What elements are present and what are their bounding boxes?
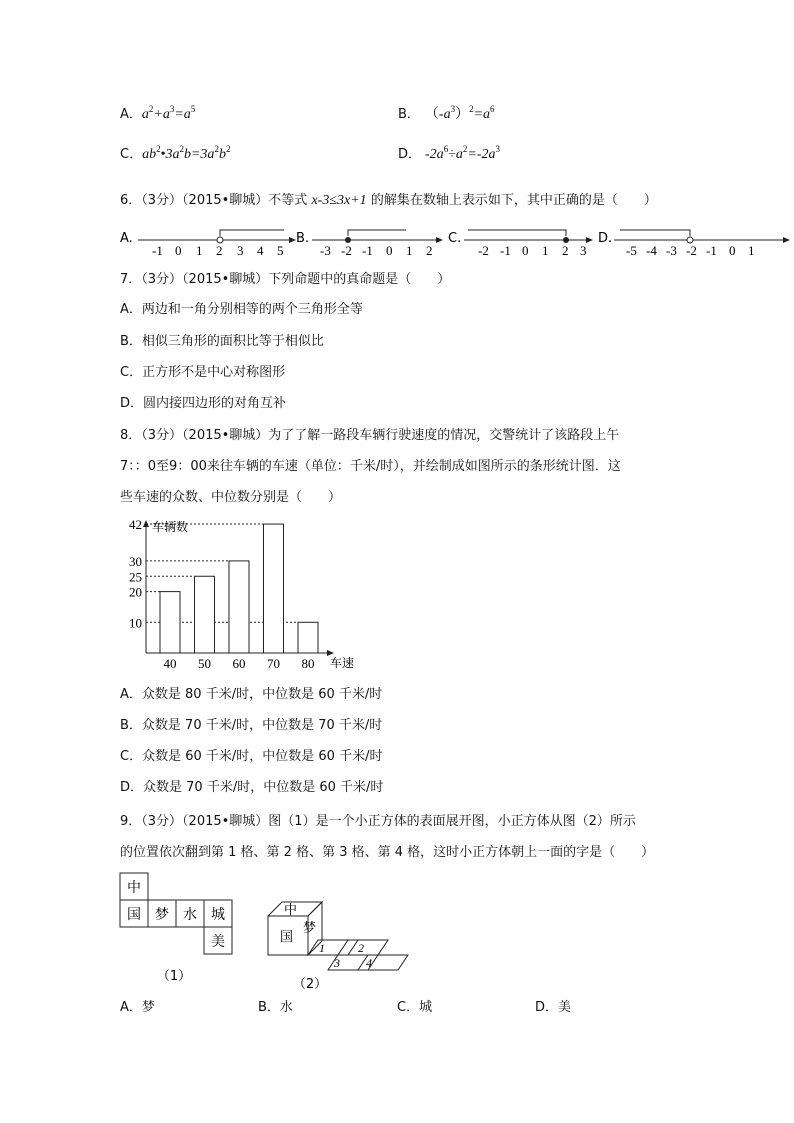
fig1-caption: （1） [156,969,192,984]
q7-option-a[interactable]: A．两边和一角分别相等的两个三角形全等 [120,302,363,317]
speed-bar-chart [118,517,368,675]
q8-option-b[interactable]: B．众数是 70 千米/时，中位数是 70 千米/时 [120,718,383,733]
q6-b-arrow [436,237,443,243]
q6-stem-math: x-3≤3x+1 [311,193,367,208]
fig2-caption: （2） [292,977,328,992]
q6-b-tick: 1 [406,243,413,258]
q6-b-solution-bracket [348,230,406,236]
q6-option-b[interactable] [296,230,443,258]
q5-a-expr: $a^2+a^3=a^5$ [141,104,196,122]
x-axis-label: 车速 [330,656,355,670]
q6-a-tick: 1 [196,243,203,258]
q9-option-c[interactable]: C．城 [397,1000,433,1015]
y-tick-label: 30 [129,553,142,569]
q6-d-label: D. [598,231,613,246]
q6-d-tick: -4 [646,243,657,258]
q5-option-a[interactable] [120,104,196,123]
y-axis-label: 车辆数 [152,520,189,534]
q9-stem-line1: 9．（3分）（2015•聊城）图（1）是一个小正方体的表面展开图，小正方体从图（2）所示 [120,814,636,829]
q6-d-arrow [783,237,790,243]
cube-front-char: 国 [280,929,294,944]
q6-option-c[interactable] [448,230,593,258]
x-tick-label: 80 [301,656,315,671]
bar [195,576,215,653]
q9-option-d[interactable]: D．美 [535,1000,572,1015]
grid-num: 2 [358,941,364,955]
q6-a-tick: 5 [277,243,284,258]
y-tick-label: 42 [129,517,142,533]
q6-d-tick: -1 [706,243,717,258]
q6-d-tick: -3 [666,243,677,258]
y-tick-label: 25 [129,569,142,585]
q8-stem-line3: 些车速的众数、中位数分别是（ ） [120,490,342,505]
q6-d-tick: 0 [729,243,736,258]
q6-c-tick: -1 [500,243,511,258]
q6-a-tick: 3 [237,243,244,258]
q6-stem [120,193,657,209]
q6-d-open-point [687,237,693,243]
q6-stem-pre: 6．（3分）（2015•聊城）不等式 [120,193,308,208]
q7-stem: 7．（3分）（2015•聊城）下列命题中的真命题是（ ） [120,272,451,287]
q8-stem-line2: 7：：0至9：00来往车辆的车速（单位：千米/时），并绘制成如图所示的条形统计图．这 [120,459,621,474]
q8-option-c[interactable]: C．众数是 60 千米/时，中位数是 60 千米/时 [120,749,383,764]
option-label: B． [398,107,420,122]
net-char: 国 [127,908,141,923]
q6-a-solution-bracket [220,230,284,236]
net-char: 梦 [155,908,169,923]
q6-option-a[interactable] [120,230,296,258]
q6-c-tick: 2 [562,243,569,258]
q7-option-b[interactable]: B．相似三角形的面积比等于相似比 [120,334,324,349]
q7-option-d[interactable]: D．圆内接四边形的对角互补 [120,396,287,411]
q6-number-lines [116,222,794,262]
q8-option-d[interactable]: D．众数是 70 千米/时，中位数是 60 千米/时 [120,780,384,795]
x-tick-label: 50 [198,656,211,671]
grid-num: 3 [334,956,340,970]
q6-c-label: C. [448,231,462,246]
q6-b-tick: 2 [426,243,433,258]
q6-a-tick: 0 [175,243,182,258]
q6-b-tick: -2 [341,243,352,258]
q6-a-label: A. [120,231,133,246]
net-char: 城 [211,908,225,923]
q6-c-solution-bracket [468,230,566,236]
q6-c-tick: 3 [580,243,587,258]
option-label: D． [398,147,422,162]
q6-d-tick: 1 [748,243,755,258]
q6-d-tick: -5 [626,243,637,258]
q9-stem-line2: 的位置依次翻到第 1 格、第 2 格、第 3 格、第 4 格，这时小正方体朝上一面的字是（ ） [120,845,655,860]
q6-b-label: B. [296,231,310,246]
q9-option-b[interactable]: B．水 [258,1000,293,1015]
net-char: 水 [183,908,197,923]
option-label: C． [120,147,143,162]
q6-stem-post: 的解集在数轴上表示如下，其中正确的是（ ） [370,193,657,208]
q6-option-d[interactable] [598,230,790,258]
net-char: 中 [127,881,141,896]
q6-b-tick: 0 [386,243,393,258]
q6-c-tick: 0 [522,243,529,258]
bar [264,524,284,653]
bar [298,622,318,653]
q8-option-a[interactable]: A．众数是 80 千米/时，中位数是 60 千米/时 [120,687,383,702]
q6-a-tick: 2 [216,243,223,258]
q5-option-c[interactable] [120,144,231,163]
q6-d-tick: -2 [686,243,697,258]
q5-b-expr: $(-a^3)^2=a^6$ [431,104,495,122]
q6-d-solution-bracket [620,230,690,236]
q6-a-tick: -1 [152,243,163,258]
net-char: 美 [211,935,225,950]
q6-a-tick: 4 [257,243,264,258]
bar [229,561,249,653]
q6-c-arrow [586,237,593,243]
grid-num: 4 [366,956,372,970]
y-tick-label: 20 [129,584,142,600]
q6-a-arrow [289,237,296,243]
q6-b-tick: -3 [320,243,331,258]
q9-option-a[interactable]: A．梦 [120,1000,155,1015]
y-tick-label: 10 [129,615,142,631]
cube-side-char: 梦 [303,920,317,935]
q6-b-tick: -1 [362,243,373,258]
q8-stem-line1: 8．（3分）（2015•聊城）为了了解一路段车辆行驶速度的情况，交警统计了该路段上午 [120,428,620,443]
x-tick-label: 60 [232,656,246,671]
bar [160,592,180,653]
q7-option-c[interactable]: C．正方形不是中心对称图形 [120,365,286,380]
cube-net-figure [116,868,236,988]
q5-option-b[interactable] [398,104,495,123]
x-tick-label: 70 [267,656,280,671]
q5-option-d[interactable] [398,144,500,163]
y-axis-arrow [143,520,149,527]
q6-c-tick: -2 [478,243,489,258]
grid-num: 1 [319,941,325,955]
x-tick-label: 40 [163,656,177,671]
q6-c-tick: 1 [542,243,549,258]
q6-a-open-point [217,237,223,243]
cube-roll-figure [262,896,412,994]
q6-c-closed-point [563,237,569,243]
q5-c-expr: $ab^2•3a^2b=3a^2b^2$ [142,144,231,162]
q5-d-expr: $-2a^6\div a^2=-2a^3$ [425,144,500,162]
q6-b-closed-point [345,237,351,243]
option-label: A． [120,107,142,122]
cube-top-char: 中 [284,902,298,917]
